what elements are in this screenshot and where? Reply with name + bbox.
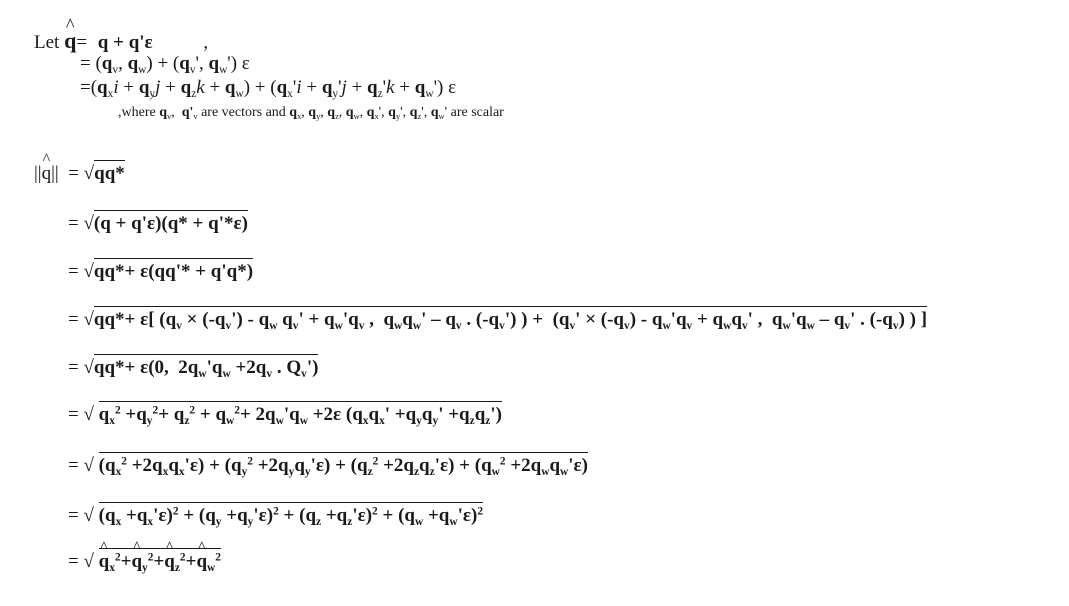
norm-step-6: = √ $(q_x^2 +2q_xq_x'\varepsilon) + (q_y^2 +2q_yq_y'\varepsilon) + (q_z^2 +2q_zq_z'\varepsilon) + (q_w^2 +2q_wq_w'\varepsilon)$ — [68, 456, 588, 475]
let-word: Let — [34, 32, 60, 53]
dual-quaternion-symbol: ^ q — [64, 30, 76, 52]
norm-step-8: = √ ^ $q_x^2+\^{}$ $q_y^2+\^{}$ $q_z^2+\^{}$ $q_w^2$ — [68, 552, 221, 571]
norm-step-3: = √qq*+ ε[ ($q_v \times (-q_v') - q_w$ $q_v' + q_w'q_v$ , $q_wq_w' - q_v$ . $(-q_v')$ ) + ($q_v' \times (-q_v) - q_w'q_v + q_wq_v'$ , $q_w'q_w - q_v'$ . $(-q_v)$ ) ] — [68, 310, 927, 329]
definition-line-2: = ($q_v$, $q_w) + (q_v'$, $q_w'$) ε — [80, 53, 250, 76]
definition-line-1 — [34, 30, 208, 52]
norm-lhs: ||^ q|| = √qq* — [34, 164, 125, 183]
definition-note: ,where $q_v$, $q'_v$ are vectors and $q_x$, $q_y$, $q_z$, $q_w$, $q_x'$, $q_y'$, $q_z'$, $q_w'$ are scalar — [118, 105, 504, 121]
norm-step-1: = √(q + q'ε)(q* + q'*ε) — [68, 214, 248, 233]
definition-comma: , — [203, 32, 209, 53]
norm-step-7: = √ $(q_x +q_x'\varepsilon)^2 + (q_y +q_y'\varepsilon)^2 + (q_z +q_z'\varepsilon)^2 + (q_w +q_w'\varepsilon)^2$ — [68, 506, 483, 525]
definition-line-3: $=(q_xi + q_yj + q_zk + q_w) + (q_x'i + q_y'j + q_z'k + q_w')$ ε — [80, 77, 457, 100]
norm-step-2: = √qq*+ ε(qq'* + q'q*) — [68, 262, 253, 281]
norm-step-5: = √ $q_x^2 +q_y^2+ q_z^2 + q_w^2+ 2q_w'q_w +2\varepsilon$ $(q_xq_x' +q_yq_y' +q_zq_z')$ — [68, 405, 502, 424]
norm-step-4: = √qq*+ ε(0, $2q_w'q_w +2q_v$ . $Q_v'$) — [68, 358, 318, 377]
definition-rhs: q + q'ε — [97, 32, 153, 53]
equals-sign: = — [76, 32, 88, 53]
